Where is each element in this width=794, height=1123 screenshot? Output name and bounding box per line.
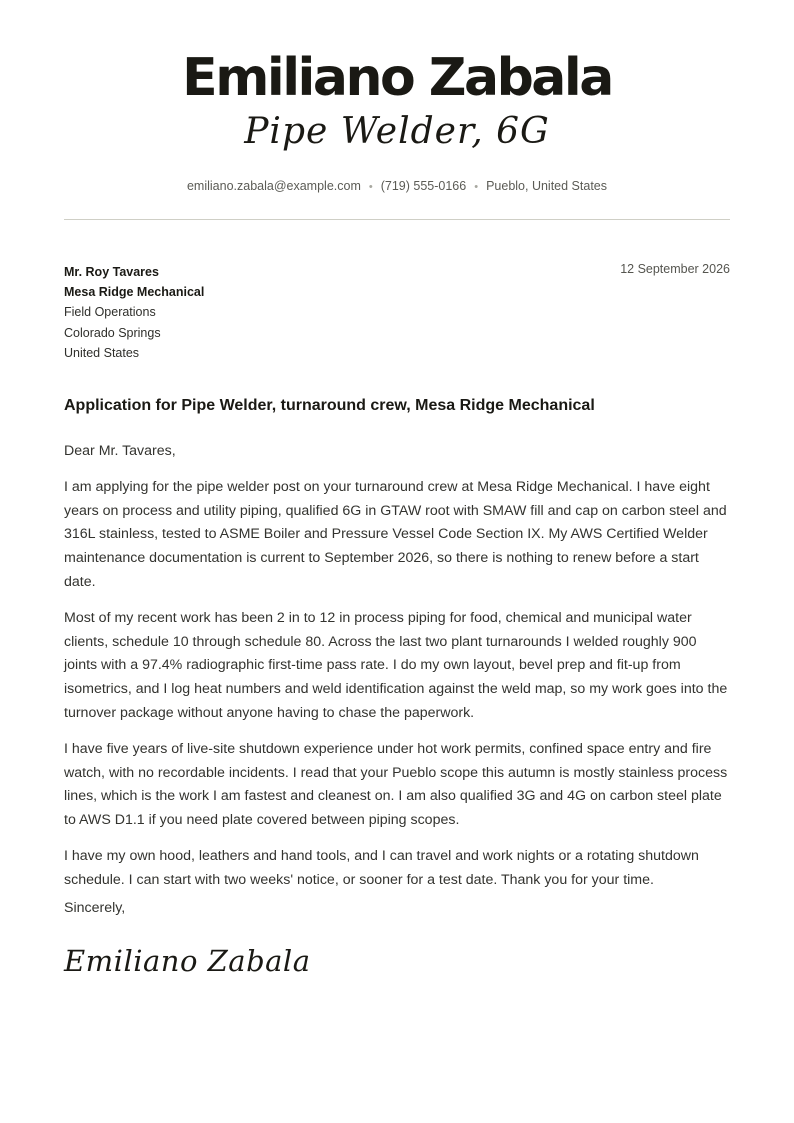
contact-line [0, 179, 794, 193]
applicant-role: Pipe Welder, 6G [244, 111, 550, 152]
contact-separator: • [368, 181, 373, 193]
body-paragraph: I have five years of live-site shutdown experience under hot work permits, confined space entry and fire watch, with no recordable incidents. I read that your Pueblo scope this autumn is mostly stainless process lines, which is the work I am fastest and cleanest on. I am also qualified 3G and 4G on carbon steel plate to AWS D1.1 if you need plate covered between piping scopes. [64, 740, 728, 829]
recipient-block [64, 262, 204, 363]
body-paragraph: I am applying for the pipe welder post on your turnaround crew at Mesa Ridge Mechanical. I have eight years on process and utility piping, qualified 6G in GTAW root with SMAW fill and cap on carbon steel and 316L stainless, tested to ASME Boiler and Pressure Vessel Code Section IX. My AWS Certified Welder maintenance documentation is current to September 2026, so there is nothing to renew before a start date. [64, 478, 727, 590]
applicant-name: Emiliano Zabala [182, 48, 612, 108]
contact-email[interactable]: emiliano.zabala@example.com [186, 179, 361, 193]
letter-subject: Application for Pipe Welder, turnaround crew, Mesa Ridge Mechanical [64, 397, 595, 414]
letter-date: 12 September 2026 [620, 262, 730, 276]
recipient-city: Colorado Springs [64, 325, 161, 340]
body-paragraph: Most of my recent work has been 2 in to 12 in process piping for food, chemical and municipal water clients, schedule 10 through schedule 80. Across the last two plant turnarounds I welded roughly 900 joints with a 97.4% radiographic first-time pass rate. I do my own layout, bevel prep and fit-up from isometrics, and I log heat numbers and weld identification against the weld map, so my work goes into the turnover package without anyone having to chase the paperwork. [64, 609, 728, 721]
recipient-country: United States [64, 345, 140, 360]
closing: Sincerely, [64, 900, 126, 916]
greeting: Dear Mr. Tavares, [64, 443, 176, 459]
contact-separator: • [474, 181, 479, 193]
body-paragraph: I have my own hood, leathers and hand tools, and I can travel and work nights or a rotating shutdown schedule. I can start with two weeks' notice, or sooner for a test date. Thank you for your time. [64, 847, 699, 888]
header-divider [64, 219, 730, 220]
recipient-department: Field Operations [64, 305, 156, 320]
contact-location: Pueblo, United States [486, 179, 607, 193]
recipient-company: Mesa Ridge Mechanical [64, 285, 205, 300]
recipient-name: Mr. Roy Tavares [64, 265, 159, 279]
contact-phone[interactable]: (719) 555-0166 [380, 179, 467, 193]
signature: Emiliano Zabala [64, 944, 311, 978]
letter-body [64, 440, 730, 905]
